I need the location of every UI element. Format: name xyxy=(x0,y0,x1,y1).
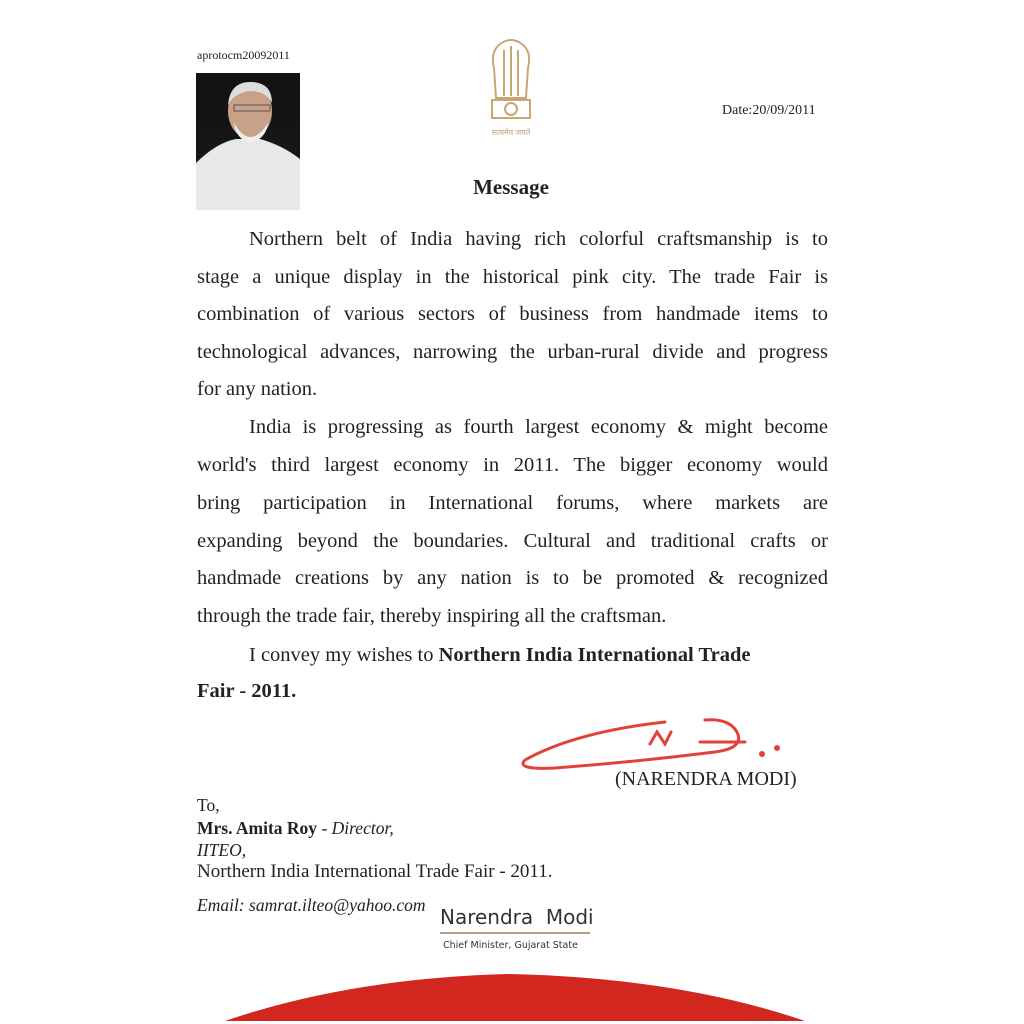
body-line: bring participation in International forums, where markets are xyxy=(197,492,828,514)
closing-line: I convey my wishes to Northern India International Trade xyxy=(249,644,751,666)
body-line: world's third largest economy in 2011. The bigger economy would xyxy=(197,454,828,476)
address-to: To, xyxy=(197,795,220,815)
body-line: technological advances, narrowing the urban-rural divide and progress xyxy=(197,341,828,363)
body-line: expanding beyond the boundaries. Cultural and traditional crafts or xyxy=(197,530,828,552)
address-recipient: Mrs. Amita Roy - Director, xyxy=(197,818,394,838)
letterhead-divider xyxy=(440,932,590,934)
page-title: Message xyxy=(473,175,549,199)
body-line: handmade creations by any nation is to be promoted & recognized xyxy=(197,567,828,589)
signatory-name: (NARENDRA MODI) xyxy=(615,768,797,790)
letter-date: Date:20/09/2011 xyxy=(722,103,816,118)
address-event: Northern India International Trade Fair - 2011. xyxy=(197,861,553,882)
body-line: combination of various sectors of business from handmade items to xyxy=(197,303,828,325)
body-line: through the trade fair, thereby inspiring all the craftsman. xyxy=(197,605,667,627)
body-line: for any nation. xyxy=(197,378,318,400)
letterhead-name: Narendra Modi xyxy=(440,905,594,929)
svg-text:सत्यमेव जयते: सत्यमेव जयते xyxy=(491,128,531,137)
letterhead-subtitle: Chief Minister, Gujarat State xyxy=(443,940,578,951)
national-emblem-logo xyxy=(482,38,540,140)
body-line: Northern belt of India having rich colorful craftsmanship is to xyxy=(249,228,828,250)
body-line: India is progressing as fourth largest economy & might become xyxy=(249,416,828,438)
address-email: Email: samrat.ilteo@yahoo.com xyxy=(197,895,426,915)
reference-number: aprotocm20092011 xyxy=(197,48,290,62)
body-line: stage a unique display in the historical pink city. The trade Fair is xyxy=(197,266,828,288)
address-org: IITEO, xyxy=(197,840,247,860)
decorative-red-arc xyxy=(0,968,1024,1024)
closing-line-2: Fair - 2011. xyxy=(197,680,297,702)
